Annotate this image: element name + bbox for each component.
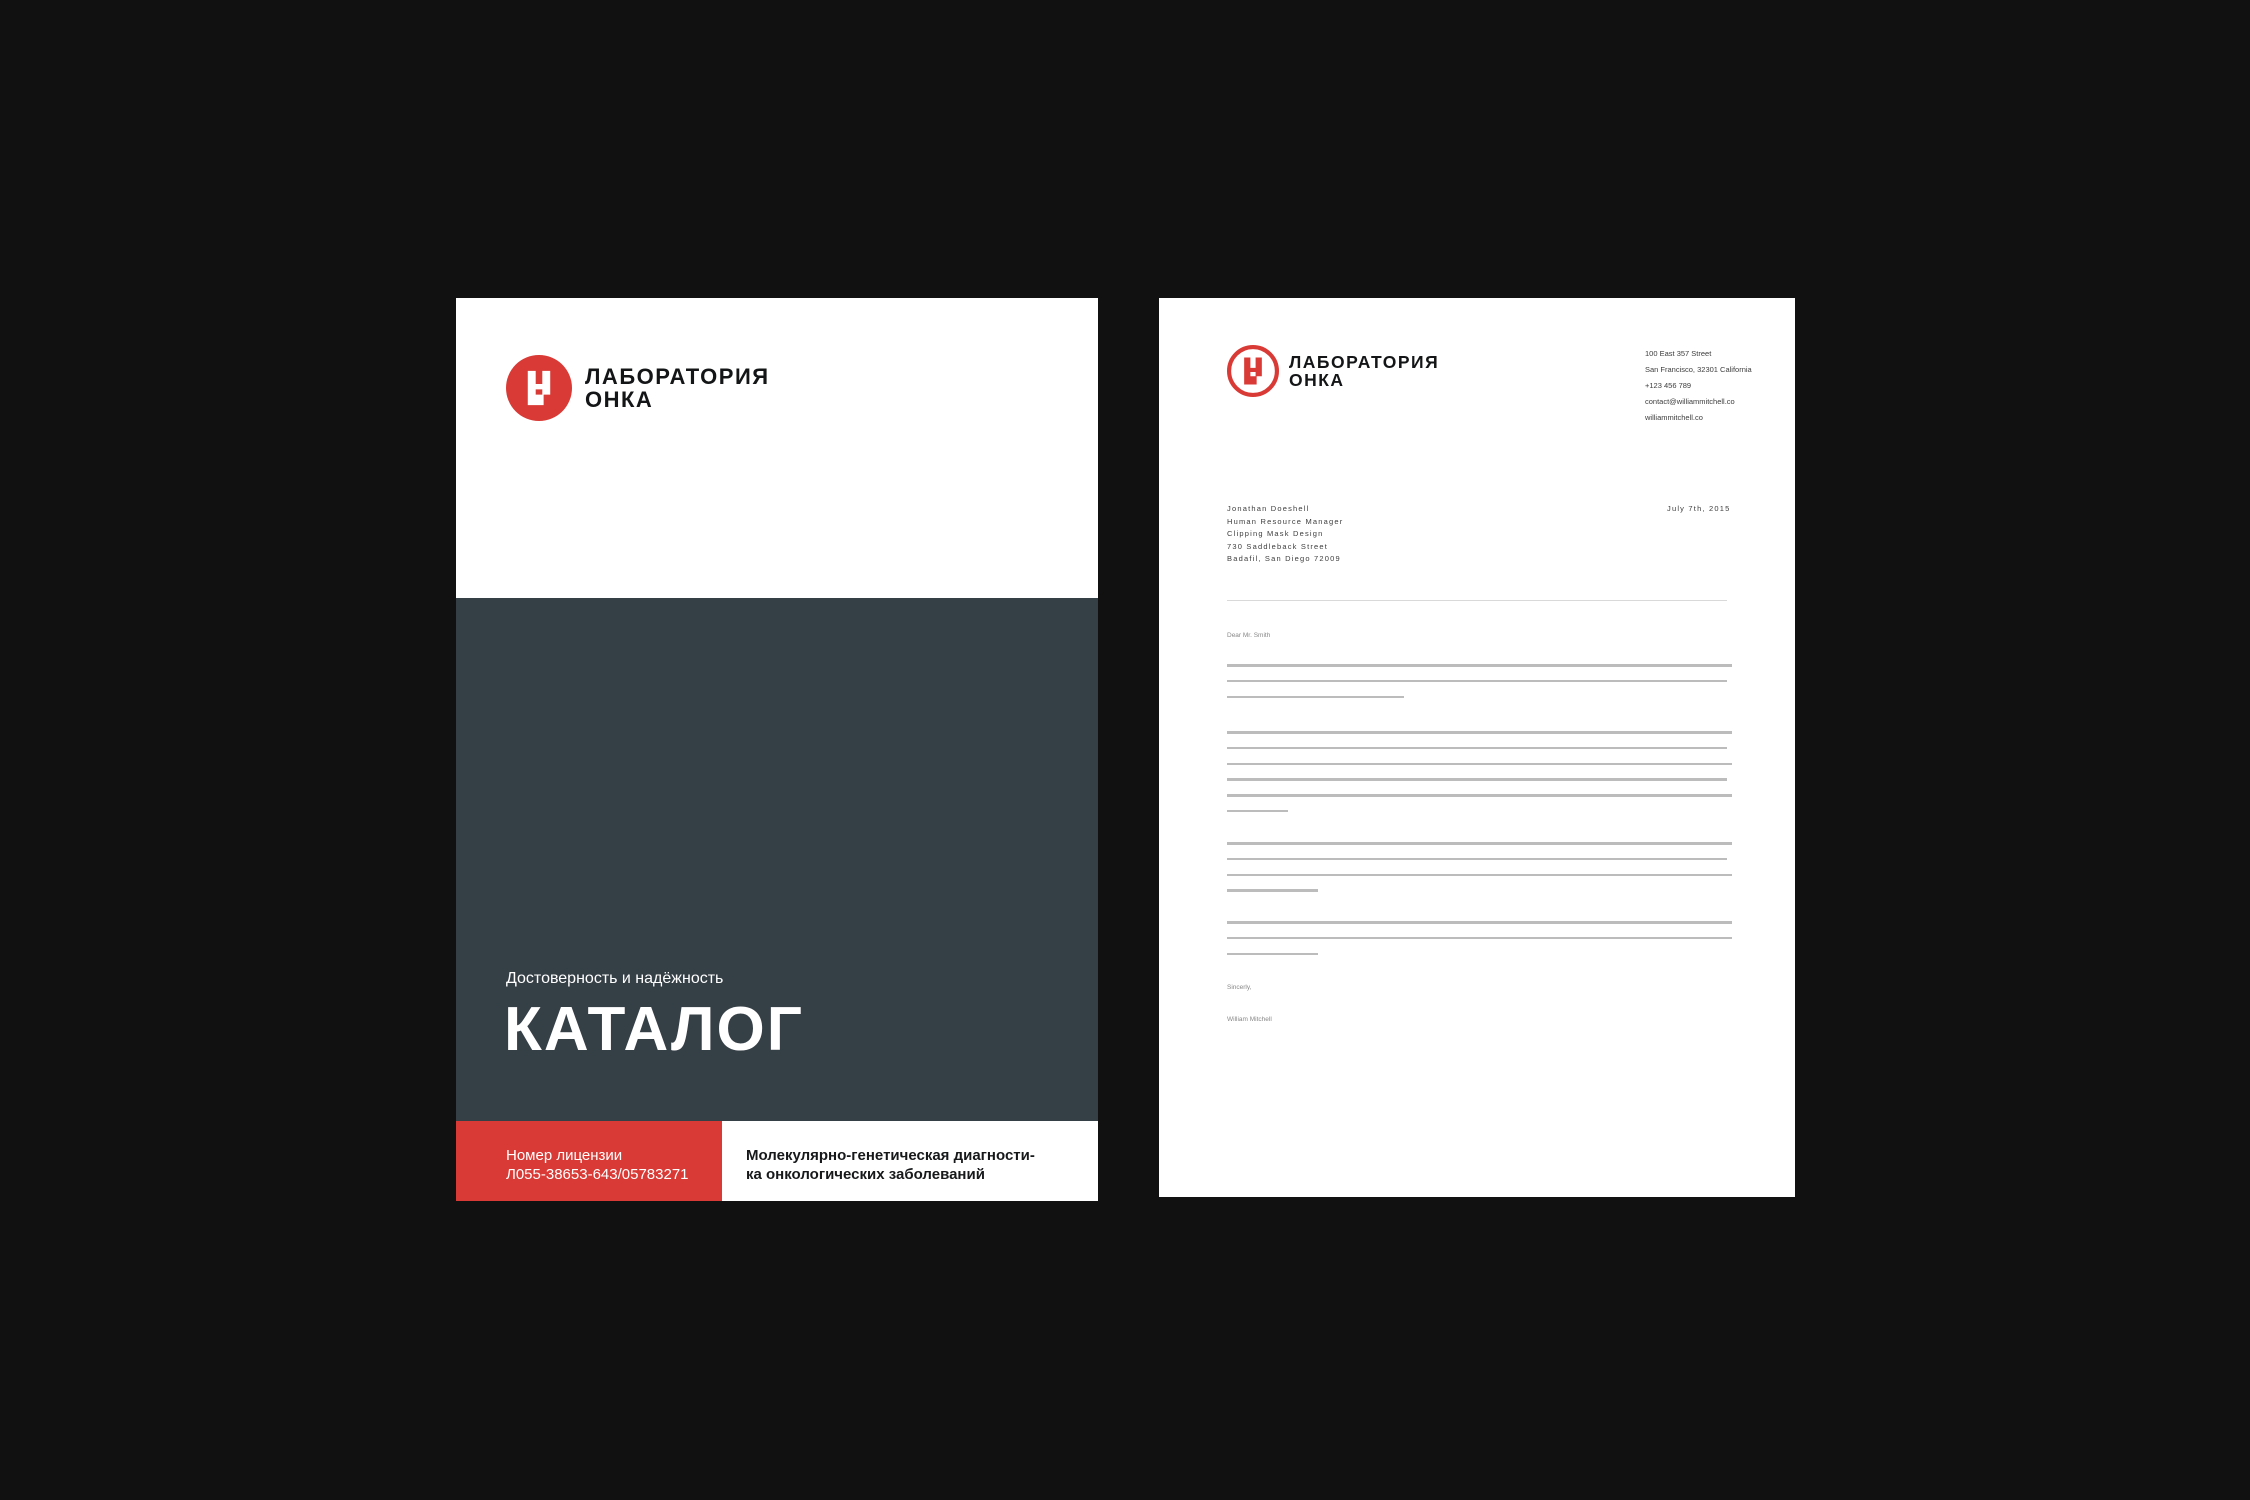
contact-email: contact@williammitchell.co (1645, 397, 1735, 406)
letter-closing: Sincerly, (1227, 984, 1252, 991)
body-paragraph-2 (1227, 731, 1732, 826)
letter-brand-name (1289, 353, 1439, 390)
cover-brand-name (585, 365, 770, 411)
letterhead (1159, 298, 1795, 1197)
description-line2: ка онкологических заболеваний (746, 1166, 985, 1183)
contact-website: williammitchell.co (1645, 413, 1703, 422)
recipient-block (1227, 503, 1343, 566)
catalog-description (746, 1146, 1035, 1184)
recipient-name: Jonathan Doeshell (1227, 504, 1310, 513)
license-info (506, 1146, 689, 1184)
description-line1: Молекулярно-генетическая диагности- (746, 1147, 1035, 1164)
brand-name-line1: ЛАБОРАТОРИЯ (585, 363, 770, 389)
onka-logo-icon (506, 355, 572, 421)
onka-logo-outline-icon (1227, 345, 1279, 397)
body-paragraph-3 (1227, 842, 1732, 905)
brand-name-line2: ОНКА (585, 387, 654, 412)
contact-address: 100 East 357 Street (1645, 349, 1712, 358)
recipient-company: Clipping Mask Design (1227, 529, 1324, 538)
recipient-street: 730 Saddleback Street (1227, 541, 1329, 551)
cover-title: КАТАЛОГ (504, 995, 804, 1064)
recipient-title: Human Resource Manager (1227, 516, 1344, 526)
cover-logo (506, 355, 770, 421)
body-paragraph-4 (1227, 921, 1732, 968)
license-label: Номер лицензии (506, 1147, 623, 1164)
cover-tagline: Достоверность и надёжность (506, 970, 724, 987)
license-number: Л055-38653-643/05783271 (506, 1166, 689, 1183)
letter-greeting: Dear Mr. Smith (1227, 632, 1271, 639)
catalog-cover (456, 298, 1098, 1201)
contact-phone: +123 456 789 (1645, 381, 1692, 390)
contact-block (1645, 346, 1752, 426)
letter-date: July 7th, 2015 (1667, 504, 1731, 513)
cover-top-area (456, 298, 1098, 598)
recipient-city: Badafil, San Diego 72009 (1227, 554, 1341, 563)
letter-brand-line1: ЛАБОРАТОРИЯ (1289, 351, 1440, 372)
letter-brand-line2: ОНКА (1289, 370, 1345, 390)
contact-city: San Francisco, 32301 California (1645, 365, 1752, 374)
body-paragraph-1 (1227, 664, 1732, 711)
letter-signer: William Mitchell (1227, 1016, 1272, 1023)
letter-logo (1227, 345, 1439, 397)
divider (1227, 600, 1727, 601)
